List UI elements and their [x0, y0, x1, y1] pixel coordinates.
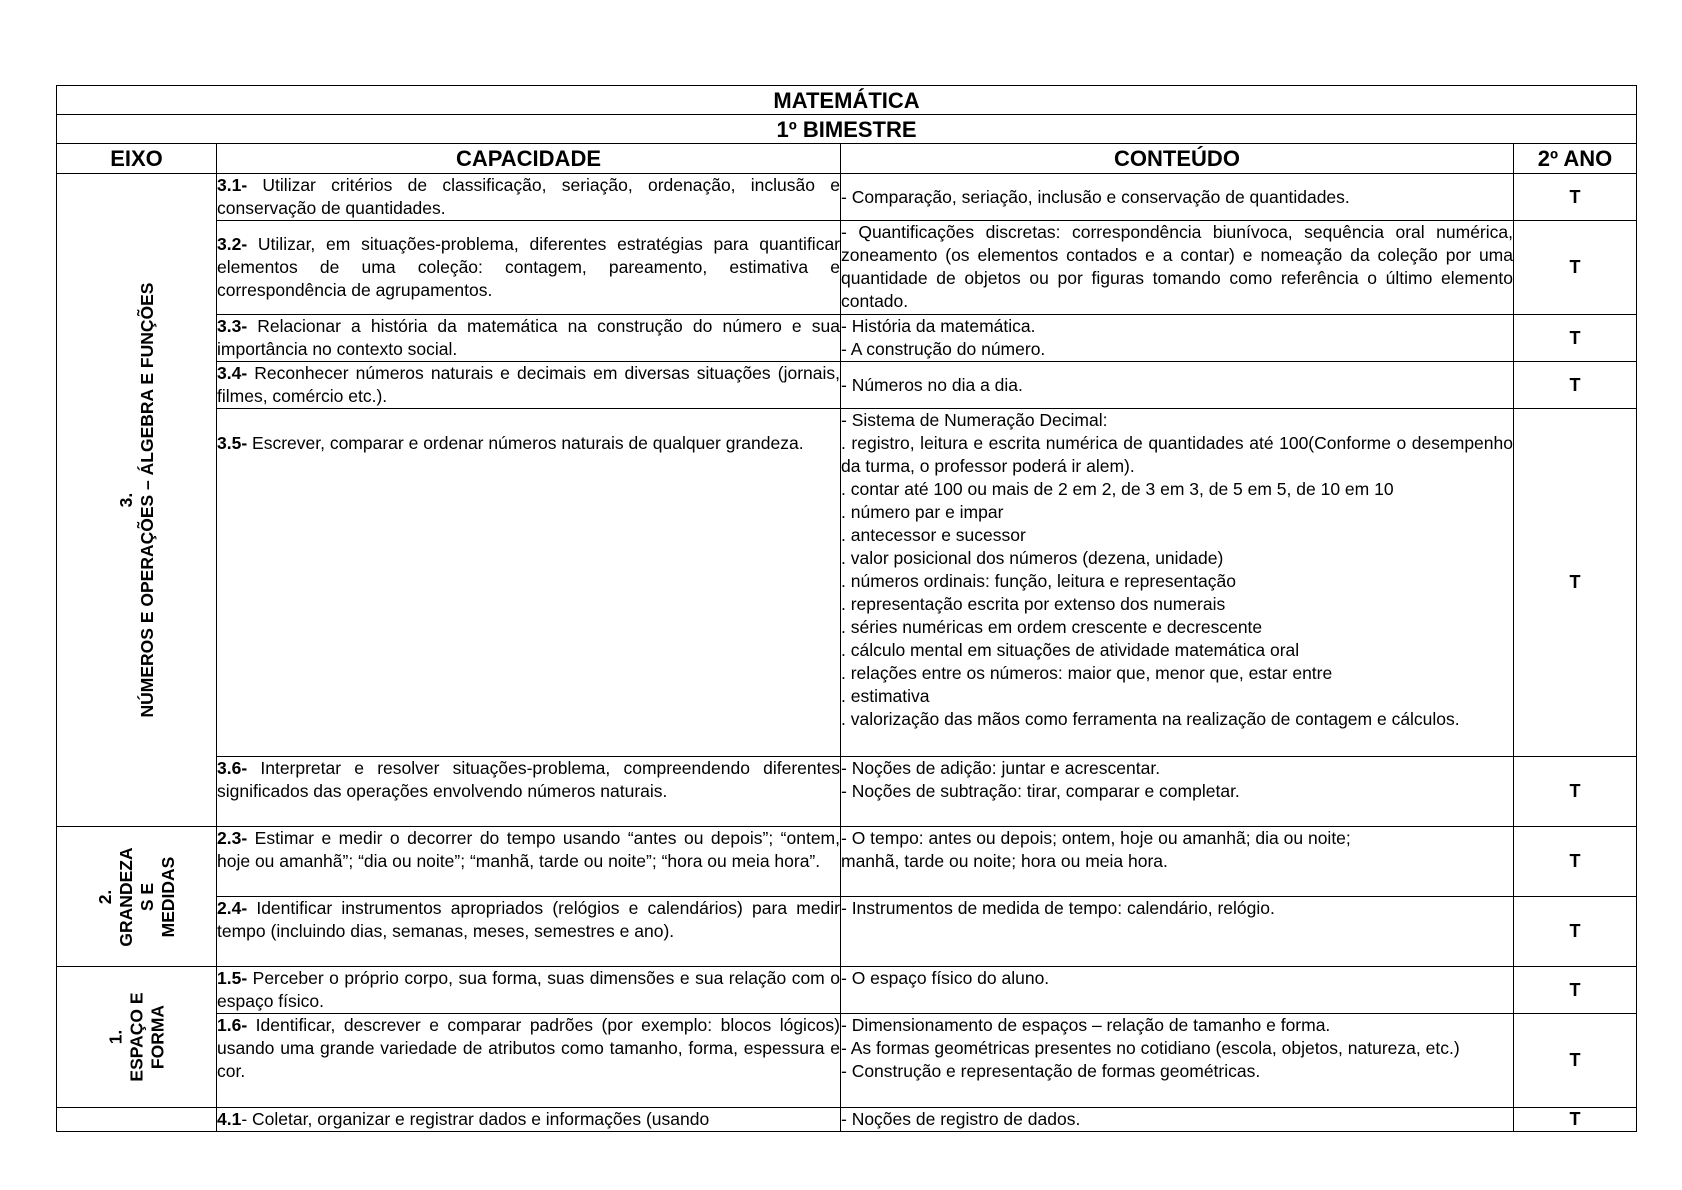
conteudo-cell: - Comparação, seriação, inclusão e conservação de quantidades.	[841, 174, 1514, 221]
conteudo-cell: - O espaço físico do aluno.	[841, 967, 1514, 1014]
header-ano: 2º ANO	[1514, 144, 1637, 174]
ano-cell: T	[1514, 315, 1637, 362]
ano-cell: T	[1514, 1108, 1637, 1132]
table-row	[57, 221, 1637, 315]
conteudo-cell: - Números no dia a dia.	[841, 362, 1514, 409]
conteudo-cell: - Noções de registro de dados.	[841, 1108, 1514, 1132]
ano-cell: T	[1514, 174, 1637, 221]
table-row	[57, 827, 1637, 897]
page-title: MATEMÁTICA	[57, 86, 1637, 115]
header-eixo: EIXO	[57, 144, 217, 174]
ano-cell: T	[1514, 362, 1637, 409]
table-row	[57, 757, 1637, 827]
ano-cell: T	[1514, 967, 1637, 1014]
eixo-2-label: 2. GRANDEZA S E MEDIDAS	[94, 846, 178, 947]
header-conteudo: CONTEÚDO	[841, 144, 1514, 174]
table-row	[57, 967, 1637, 1014]
eixo-3-cell	[57, 174, 217, 827]
capacidade-cell: 3.2- Utilizar, em situações-problema, diferentes estratégias para quantificar elementos de uma coleção: contagem, pareamento, estimativa e correspondência de agrupamentos.	[217, 221, 841, 315]
table-row	[57, 1108, 1637, 1132]
table-row	[57, 315, 1637, 362]
ano-cell: T	[1514, 757, 1637, 827]
capacidade-cell: 1.5- Perceber o próprio corpo, sua forma, suas dimensões e sua relação com o espaço físico.	[217, 967, 841, 1014]
conteudo-cell: - Quantificações discretas: correspondência biunívoca, sequência oral numérica, zoneamento (os elementos contados e a contar) e nomeação da coleção por uma quantidade de objetos ou por figuras tomando como referência o último elemento contado.	[841, 221, 1514, 315]
conteudo-cell: - Dimensionamento de espaços – relação de tamanho e forma. - As formas geométricas presentes no cotidiano (escola, objetos, natureza, etc.) - Construção e representação de formas geométricas.	[841, 1014, 1514, 1108]
bimester-title: 1º BIMESTRE	[57, 115, 1637, 144]
capacidade-cell: 4.1- Coletar, organizar e registrar dados e informações (usando	[217, 1108, 841, 1132]
header-capacidade: CAPACIDADE	[217, 144, 841, 174]
capacidade-cell: 3.1- Utilizar critérios de classificação, seriação, ordenação, inclusão e conservação de quantidades.	[217, 174, 841, 221]
eixo-4-cell	[57, 1108, 217, 1132]
ano-cell: T	[1514, 1014, 1637, 1108]
eixo-1-cell	[57, 967, 217, 1108]
conteudo-cell: - Noções de adição: juntar e acrescentar. - Noções de subtração: tirar, comparar e completar.	[841, 757, 1514, 827]
table-row	[57, 409, 1637, 757]
eixo-1-label: 1. ESPAÇO E FORMA	[105, 992, 167, 1082]
capacidade-cell: 3.6- Interpretar e resolver situações-problema, compreendendo diferentes significados das operações envolvendo números naturais.	[217, 757, 841, 827]
eixo-3-label: 3. NÚMEROS E OPERAÇÕES – ÁLGEBRA E FUNÇÕES	[115, 282, 157, 718]
table-row	[57, 897, 1637, 967]
capacidade-cell: 2.4- Identificar instrumentos apropriados (relógios e calendários) para medir tempo (incluindo dias, semanas, meses, semestres e ano).	[217, 897, 841, 967]
capacidade-cell: 3.5- Escrever, comparar e ordenar números naturais de qualquer grandeza.	[217, 409, 841, 757]
conteudo-cell: - História da matemática. - A construção do número.	[841, 315, 1514, 362]
conteudo-cell: - Instrumentos de medida de tempo: calendário, relógio.	[841, 897, 1514, 967]
capacidade-cell: 3.4- Reconhecer números naturais e decimais em diversas situações (jornais, filmes, comércio etc.).	[217, 362, 841, 409]
ano-cell: T	[1514, 827, 1637, 897]
table-row	[57, 1014, 1637, 1108]
curriculum-table	[56, 85, 1637, 1132]
eixo-2-cell	[57, 827, 217, 967]
ano-cell: T	[1514, 221, 1637, 315]
capacidade-cell: 1.6- Identificar, descrever e comparar padrões (por exemplo: blocos lógicos) usando uma grande variedade de atributos como tamanho, forma, espessura e cor.	[217, 1014, 841, 1108]
table-row	[57, 362, 1637, 409]
table-row	[57, 174, 1637, 221]
ano-cell: T	[1514, 897, 1637, 967]
conteudo-cell: - Sistema de Numeração Decimal: . registro, leitura e escrita numérica de quantidades até 100(Conforme o desempenho da turma, o professor poderá ir alem). . contar até 100 ou mais de 2 em 2, de 3 em 3, de 5 em 5, de 10 em 10 . número par e impar . antecessor e sucessor . valor posicional dos números (dezena, unidade) . números ordinais: função, leitura e representação . representação escrita por extenso dos numerais . séries numéricas em ordem crescente e decrescente . cálculo mental em situações de atividade matemática oral . relações entre os números: maior que, menor que, estar entre . estimativa . valorização das mãos como ferramenta na realização de contagem e cálculos.	[841, 409, 1514, 757]
ano-cell: T	[1514, 409, 1637, 757]
conteudo-cell: - O tempo: antes ou depois; ontem, hoje ou amanhã; dia ou noite; manhã, tarde ou noite; hora ou meia hora.	[841, 827, 1514, 897]
capacidade-cell: 2.3- Estimar e medir o decorrer do tempo usando “antes ou depois”; “ontem, hoje ou amanhã”; “dia ou noite”; “manhã, tarde ou noite”; “hora ou meia hora”.	[217, 827, 841, 897]
capacidade-cell: 3.3- Relacionar a história da matemática na construção do número e sua importância no contexto social.	[217, 315, 841, 362]
